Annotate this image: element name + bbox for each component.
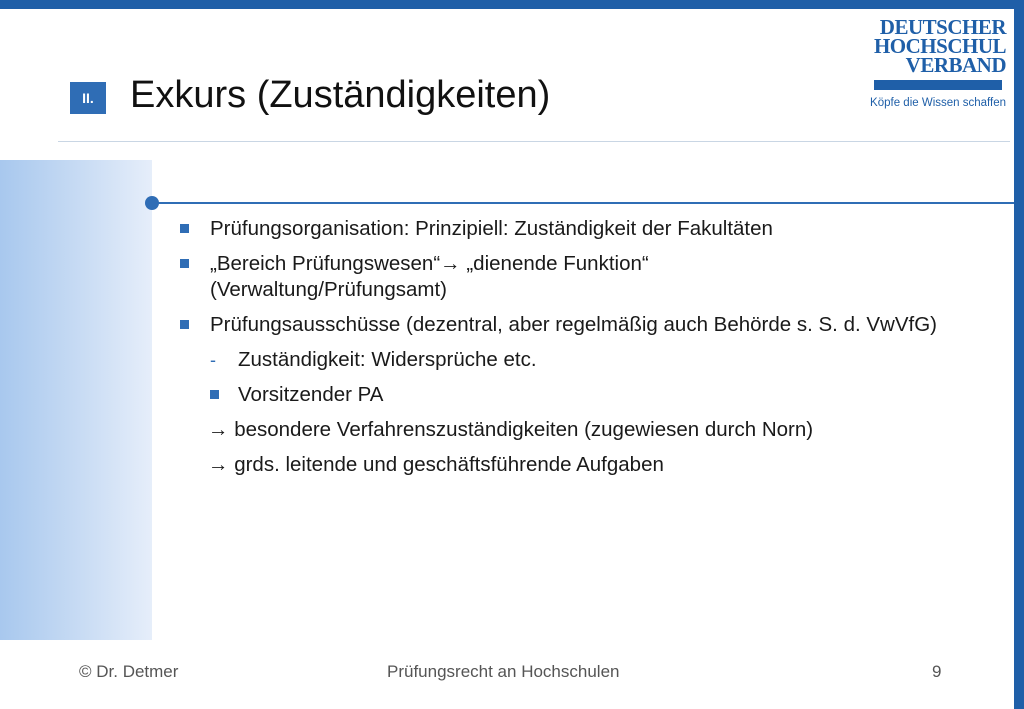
slide-content xyxy=(180,216,980,487)
square-bullet-icon xyxy=(210,390,219,399)
square-bullet-icon xyxy=(180,224,189,233)
right-accent-bar xyxy=(1014,0,1024,709)
logo-wordmark-line2: HOCHSCHUL xyxy=(873,34,1006,58)
list-item xyxy=(180,251,720,303)
list-item-text: Prüfungsausschüsse (dezentral, aber regelmäßig auch Behörde s. S. d. VwVfG) xyxy=(210,313,937,336)
logo-tagline: Köpfe die Wissen schaffen xyxy=(870,97,1006,109)
list-item-text: Zuständigkeit: Widersprüche etc. xyxy=(238,348,537,371)
content-accent-dot xyxy=(145,196,159,210)
list-item xyxy=(180,382,980,408)
list-item xyxy=(180,216,980,242)
hochschulverband-logo xyxy=(870,15,1006,114)
dash-bullet-icon: - xyxy=(210,350,216,370)
footer-topic: Prüfungsrecht an Hochschulen xyxy=(387,662,620,681)
list-item-text: „Bereich Prüfungswesen“→ „dienende Funktion“ (Verwaltung/Prüfungsamt) xyxy=(210,252,649,301)
content-accent-line xyxy=(152,202,1014,204)
decorative-side-panel xyxy=(0,160,152,640)
list-item-text: Vorsitzender PA xyxy=(238,383,384,406)
logo-wordmark-line1: DEUTSCHER xyxy=(879,15,1006,39)
list-item xyxy=(180,417,980,443)
list-item-text: → besondere Verfahrenszuständigkeiten (zugewiesen durch Norn) xyxy=(208,418,814,441)
logo-wordmark-line3: VERBAND xyxy=(905,53,1006,77)
list-item-text: Prüfungsorganisation: Prinzipiell: Zuständigkeit der Fakultäten xyxy=(210,217,773,240)
square-bullet-icon xyxy=(180,259,189,268)
list-item xyxy=(180,452,980,478)
list-item xyxy=(180,347,980,373)
top-accent-bar xyxy=(0,0,1024,9)
page-number: 9 xyxy=(932,662,942,681)
title-divider xyxy=(58,141,1010,142)
list-item-text: → grds. leitende und geschäftsführende Aufgaben xyxy=(208,453,664,476)
footer-author: © Dr. Detmer xyxy=(79,662,179,681)
list-item xyxy=(180,312,960,338)
square-bullet-icon xyxy=(180,320,189,329)
section-badge: II. xyxy=(70,82,106,114)
logo-bar xyxy=(874,80,1002,90)
slide-title: Exkurs (Zuständigkeiten) xyxy=(130,74,551,116)
